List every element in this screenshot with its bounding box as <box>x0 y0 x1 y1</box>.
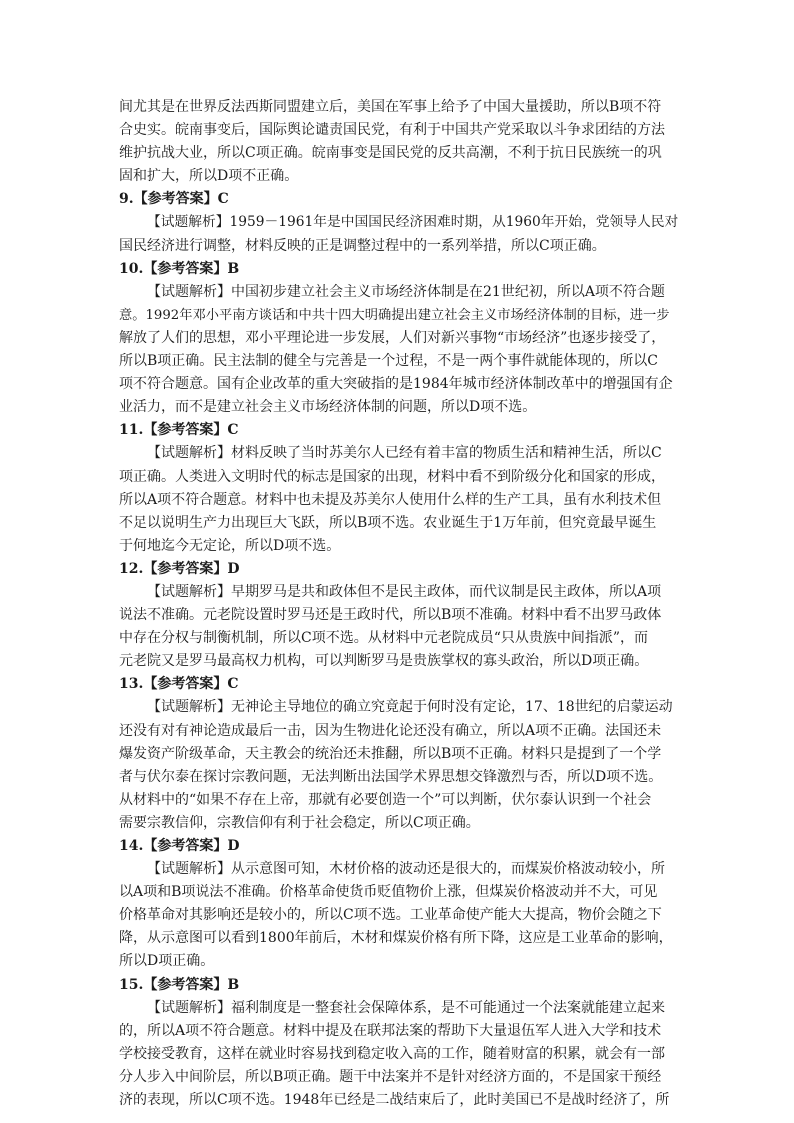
answer-heading-10: 10.【参考答案】B <box>119 260 240 277</box>
intro-line: 固和扩大，所以D项不正确。 <box>119 168 299 185</box>
analysis-line: 的，所以A项不符合题意。材料中提及在联邦法案的帮助下大量退伍军人进入大学和技术 <box>119 1022 662 1039</box>
analysis-line: 项正确。人类进入文明时代的标志是国家的出现，材料中看不到阶级分化和国家的形成， <box>119 468 665 485</box>
analysis-line: 意。1992年邓小平南方谈话和中共十四大明确提出建立社会主义市场经济体制的目标，进一步 <box>119 307 670 323</box>
analysis-line: 业活力，而不是建立社会主义市场经济体制的问题，所以D项不选。 <box>119 399 537 416</box>
analysis-line: 【试题解析】材料反映了当时苏美尔人已经有着丰富的物质生活和精神生活，所以C <box>147 445 662 462</box>
intro-line: 合史实。皖南事变后，国际舆论谴责国民党，有利于中国共产党采取以斗争求团结的方法 <box>119 122 665 139</box>
analysis-line: 价格革命对其影响还是较小的，所以C项不选。工业革命使产能大大提高，物价会随之下 <box>119 907 662 924</box>
analysis-line: 所以D项正确。 <box>119 953 215 970</box>
answer-analysis-text <box>119 96 679 1112</box>
intro-line: 间尤其是在世界反法西斯同盟建立后，美国在军事上给予了中国大量援助，所以B项不符 <box>119 99 662 115</box>
analysis-line: 【试题解析】早期罗马是共和政体但不是民主政体，而代议制是民主政体，所以A项 <box>147 583 662 600</box>
analysis-line: 还没有对有神论造成最后一击，因为生物进化论还没有确立，所以A项不正确。法国还未 <box>119 722 662 739</box>
answer-heading-15: 15.【参考答案】B <box>119 976 240 993</box>
analysis-line: 需要宗教信仰，宗教信仰有利于社会稳定，所以C项正确。 <box>119 814 480 831</box>
analysis-line: 【试题解析】1959－1961年是中国国民经济困难时期，从1960年开始，党领导人民对 <box>147 214 679 231</box>
analysis-line: 【试题解析】从示意图可知，木材价格的波动还是很大的，而煤炭价格波动较小，所 <box>147 861 665 878</box>
analysis-line: 【试题解析】中国初步建立社会主义市场经济体制是在21世纪初，所以A项不符合题 <box>147 283 665 300</box>
analysis-line: 以A项和B项说法不准确。价格革命使货币贬值物价上涨，但煤炭价格波动并不大，可见 <box>119 884 658 901</box>
analysis-line: 解放了人们的思想，邓小平理论进一步发展，人们对新兴事物“市场经济”也逐步接受了， <box>119 329 666 346</box>
analysis-line: 说法不准确。元老院设置时罗马还是王政时代，所以B项不准确。材料中看不出罗马政体 <box>119 607 662 624</box>
analysis-line: 降，从示意图可以看到1800年前后，木材和煤炭价格有所下降，这应是工业革命的影响， <box>119 930 673 947</box>
analysis-line: 元老院又是罗马最高权力机构，可以判断罗马是贵族掌权的寡头政治，所以D项正确。 <box>119 653 649 670</box>
analysis-line: 中存在分权与制衡机制，所以C项不选。从材料中元老院成员“只从贵族中间指派”，而 <box>119 630 649 647</box>
analysis-line: 济的表现，所以C项不选。1948年已经是二战结束后了，此时美国已不是战时经济了，所 <box>119 1092 670 1109</box>
analysis-line: 【试题解析】无神论主导地位的确立究竟起于何时没有定论，17、18世纪的启蒙运动 <box>147 699 673 716</box>
answer-heading-13: 13.【参考答案】C <box>119 676 239 693</box>
analysis-line: 【试题解析】福利制度是一整套社会保障体系，是不可能通过一个法案就能建立起来 <box>147 999 665 1016</box>
analysis-line: 于何地迄今无定论，所以D项不选。 <box>119 537 341 554</box>
analysis-line: 者与伏尔泰在探讨宗教问题，无法判断出法国学术界思想交锋激烈与否，所以D项不选。 <box>119 768 663 785</box>
intro-line: 维护抗战大业，所以C项正确。皖南事变是国民党的反共高潮，不利于抗日民族统一的巩 <box>119 145 662 162</box>
analysis-line: 所以A项不符合题意。材料中也未提及苏美尔人使用什么样的生产工具，虽有水利技术但 <box>119 491 662 508</box>
analysis-line: 所以B项正确。民主法制的健全与完善是一个过程，不是一两个事件就能体现的，所以C <box>119 353 658 370</box>
analysis-line: 学校接受教育，这样在就业时容易找到稳定收入高的工作，随着财富的积累，就会有一部 <box>119 1045 665 1062</box>
answer-heading-11: 11.【参考答案】C <box>119 422 239 439</box>
answer-heading-14: 14.【参考答案】D <box>119 838 240 854</box>
analysis-line: 国民经济进行调整，材料反映的正是调整过程中的一系列举措，所以C项正确。 <box>119 237 606 254</box>
analysis-line: 不足以说明生产力出现巨大飞跃，所以B项不选。农业诞生于1万年前，但究竟最早诞生 <box>119 514 657 531</box>
answer-heading-9: 9.【参考答案】C <box>119 191 229 208</box>
answer-heading-12: 12.【参考答案】D <box>119 560 240 577</box>
analysis-line: 从材料中的“如果不存在上帝，那就有必要创造一个”可以判断，伏尔泰认识到一个社会 <box>119 791 652 808</box>
analysis-line: 项不符合题意。国有企业改革的重大突破指的是1984年城市经济体制改革中的增强国有企 <box>119 376 673 393</box>
analysis-line: 分人步入中间阶层，所以B项正确。题干中法案并不是针对经济方面的，不是国家干预经 <box>119 1068 662 1085</box>
analysis-line: 爆发资产阶级革命，天主教会的统治还未推翻，所以B项不正确。材料只是提到了一个学 <box>119 745 662 762</box>
